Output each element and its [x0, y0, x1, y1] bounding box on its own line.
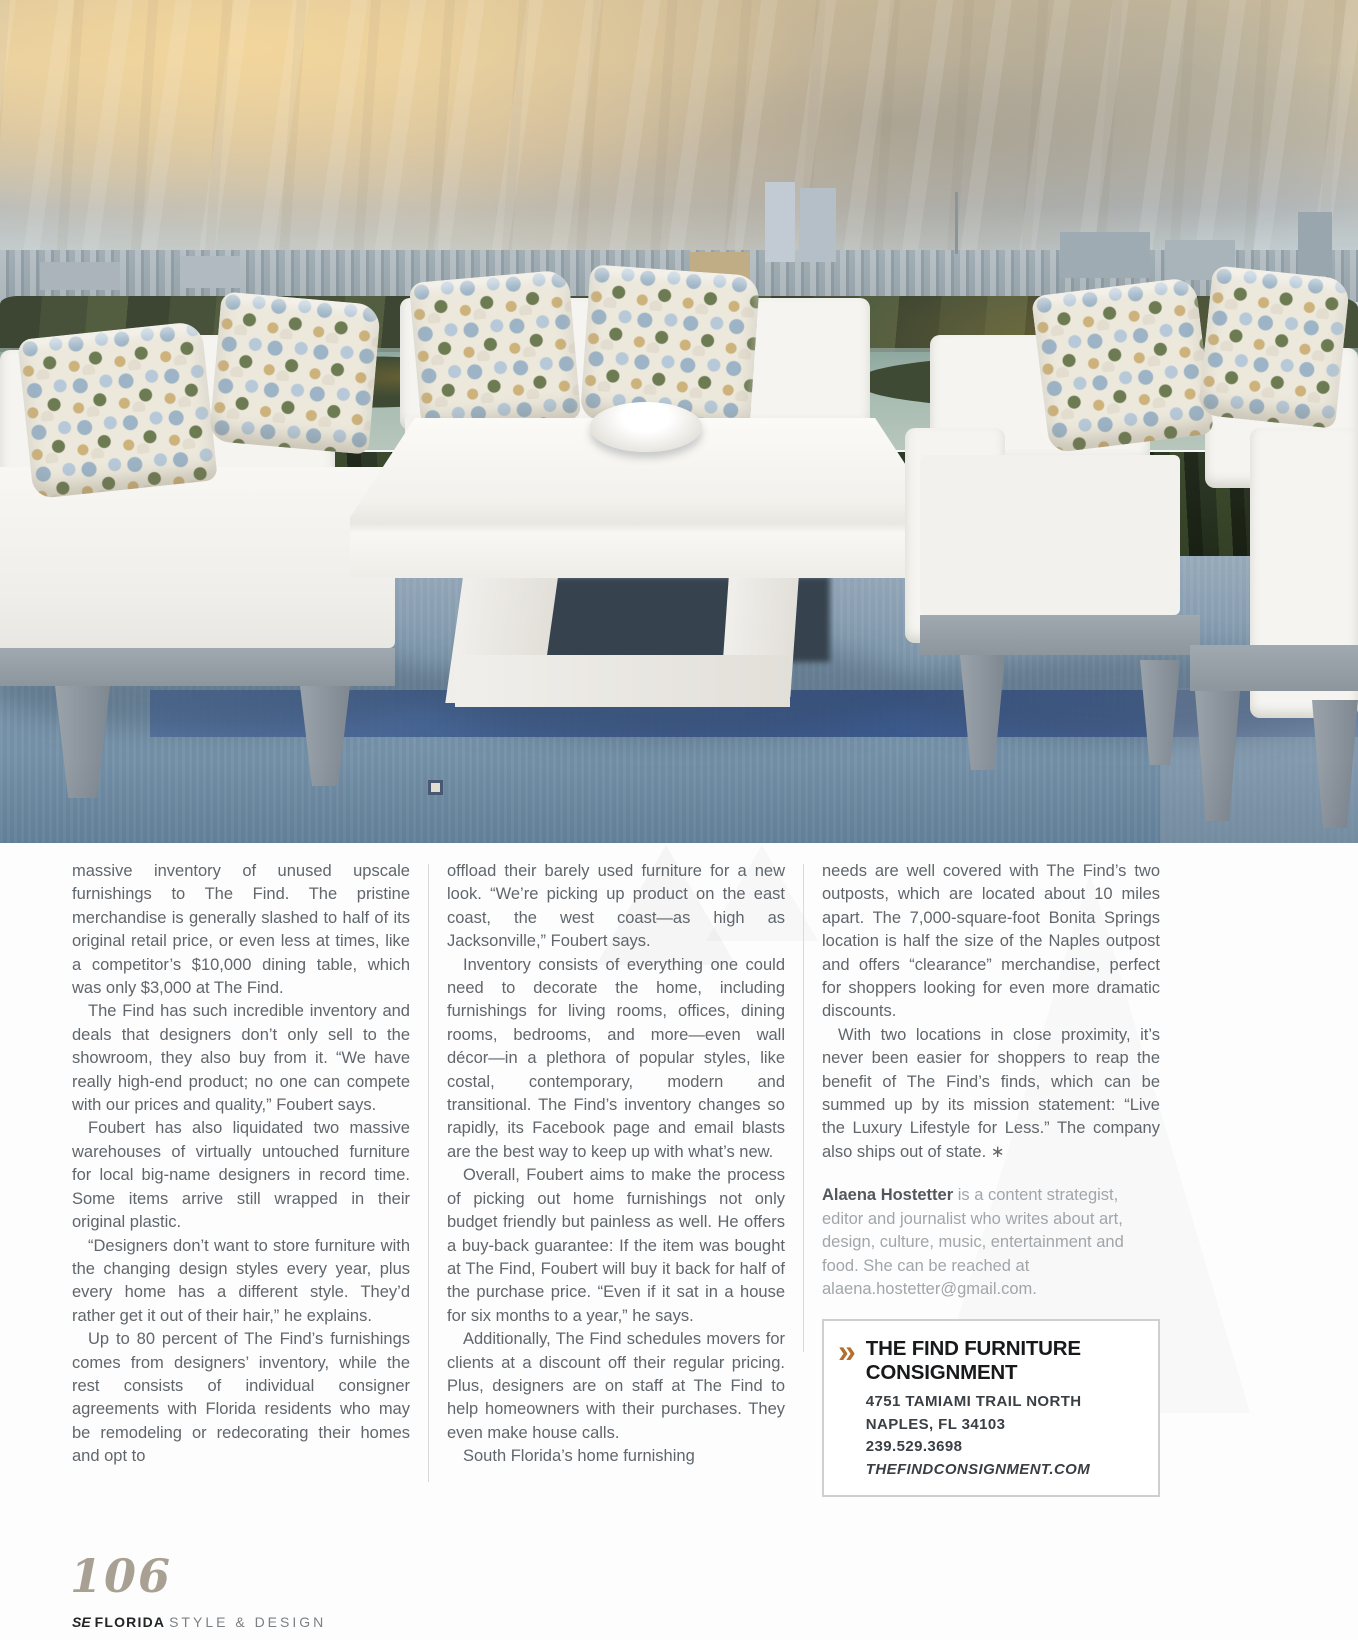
article-paragraph: The Find has such incredible inventory and deals that designers don’t only sell to the showroom, they also buy from it. “We have really high-end product; no one can compete with our prices and quality,” Foubert says.: [72, 1002, 410, 1115]
antenna-tower: [955, 192, 958, 254]
article-paragraph: “Designers don’t want to store furniture with the changing design styles every year, plus every home has a different style. They’d rather get it out of their hair,” he explains.: [72, 1236, 410, 1325]
article-paragraph: Up to 80 percent of The Find’s furnishings comes from designers’ inventory, while the rest consists of individual consigner agreements with Florida residents who may be remodeling or redecorating their homes and opt to: [72, 1330, 410, 1466]
building: [180, 256, 240, 288]
page-number: 106: [70, 1549, 173, 1603]
article-paragraph: Overall, Foubert aims to make the process of picking out home furnishings not only budget friendly but painless as well. He offers a buy-back guarantee: If the item was bought at The Find, Foubert will buy it back for half of the purchase price. “Even if it sat in a house for six months to a year,” he says.: [447, 1166, 785, 1325]
article-paragraph: needs are well covered with The Find’s two outposts, which are located about 10 miles apart. The 7,000-square-foot Bonita Springs location is half the size of the Naples outpost and offers “clearance” merchandise, perfect for shoppers looking for even more dramatic discounts.: [822, 862, 1160, 1021]
skyscraper: [765, 182, 795, 262]
article-paragraph: offload their barely used furniture for a new look. “We’re picking up product on the east coast, the west coast—as high as Jacksonville,” Foubert says.: [447, 862, 785, 951]
throw-pillow: [17, 321, 218, 499]
table-base: [455, 655, 790, 707]
website-url: THEFINDCONSIGNMENT.COM: [865, 1460, 1091, 1478]
sofa-frame: [0, 648, 395, 686]
author-name: Alaena Hostetter: [822, 1186, 954, 1205]
article-paragraph: Inventory consists of everything one could need to decorate the home, including furnishings for living rooms, offices, dining rooms, bedrooms, and more—even wall décor—in a plethora of popular styles, like costal, contemporary, modern and transitional. The Find’s inventory changes so rapidly, its Facebook page and email blasts are the best way to keep up with what’s new.: [447, 955, 785, 1161]
article-column-2: [447, 860, 785, 1469]
phone-number: 239.529.3698: [865, 1438, 963, 1456]
photo-vignette: [0, 760, 1358, 843]
author-bio-text: is a content strategist, editor and journalist who writes about art, design, culture, music, entertainment and food. She can be reached at alaena.hostetter@gmail.com.: [822, 1186, 1124, 1298]
column-divider: [803, 864, 804, 1352]
article-paragraph: massive inventory of unused upscale furnishings to The Find. The pristine merchandise is generally slashed to half of its original retail price, or even less at times, like a competitor’s $10,000 dining table, which was only $3,000 at The Find.: [72, 862, 410, 998]
article-column-1: [72, 860, 410, 1469]
throw-pillow: [209, 291, 381, 454]
double-chevron-icon: »: [838, 1333, 853, 1370]
address-line: NAPLES, FL 34103: [865, 1415, 1006, 1433]
building: [1298, 212, 1332, 276]
address-line: 4751 TAMIAMI TRAIL NORTH: [865, 1393, 1082, 1411]
contact-details: [866, 1337, 1144, 1481]
author-bio: [822, 1184, 1160, 1301]
armchair-seat: [920, 455, 1180, 615]
business-name: THE FIND FURNITURE CONSIGNMENT: [865, 1337, 1081, 1384]
article-paragraph: With two locations in close proximity, it’s never been easier for shoppers to reap the benefit of The Find’s finds, which can be summed up by its mission statement: “Live the Luxury Lifestyle for Less.” The company also ships out of state. ∗: [822, 1025, 1160, 1161]
building: [1060, 232, 1150, 278]
magazine-title: STYLE & DESIGN: [169, 1614, 327, 1630]
contact-info-box: [822, 1319, 1160, 1497]
column-divider: [428, 864, 429, 1482]
article-column-3: [822, 860, 1160, 1497]
throw-pillow: [1198, 265, 1351, 429]
magazine-prefix: SE: [72, 1614, 91, 1630]
throw-pillow: [1031, 277, 1214, 454]
magazine-footer: [72, 1614, 326, 1630]
article-paragraph: Additionally, The Find schedules movers for clients at a discount off their regular pricing. Plus, designers are on staff at The Find to help homeowners with their purchases. They even make house calls.: [447, 1330, 785, 1442]
skyscraper: [800, 188, 836, 262]
article-paragraph: Foubert has also liquidated two massive warehouses of virtually untouched furniture for local big-name designers in record time. Some items arrive still wrapped in their original plastic.: [72, 1119, 410, 1232]
throw-pillow: [409, 269, 581, 432]
building: [40, 262, 120, 290]
armchair-frame: [920, 615, 1200, 655]
article-paragraph: South Florida’s home furnishing: [463, 1447, 695, 1466]
armchair-frame: [1190, 645, 1358, 691]
magazine-region: FLORIDA: [94, 1614, 166, 1630]
